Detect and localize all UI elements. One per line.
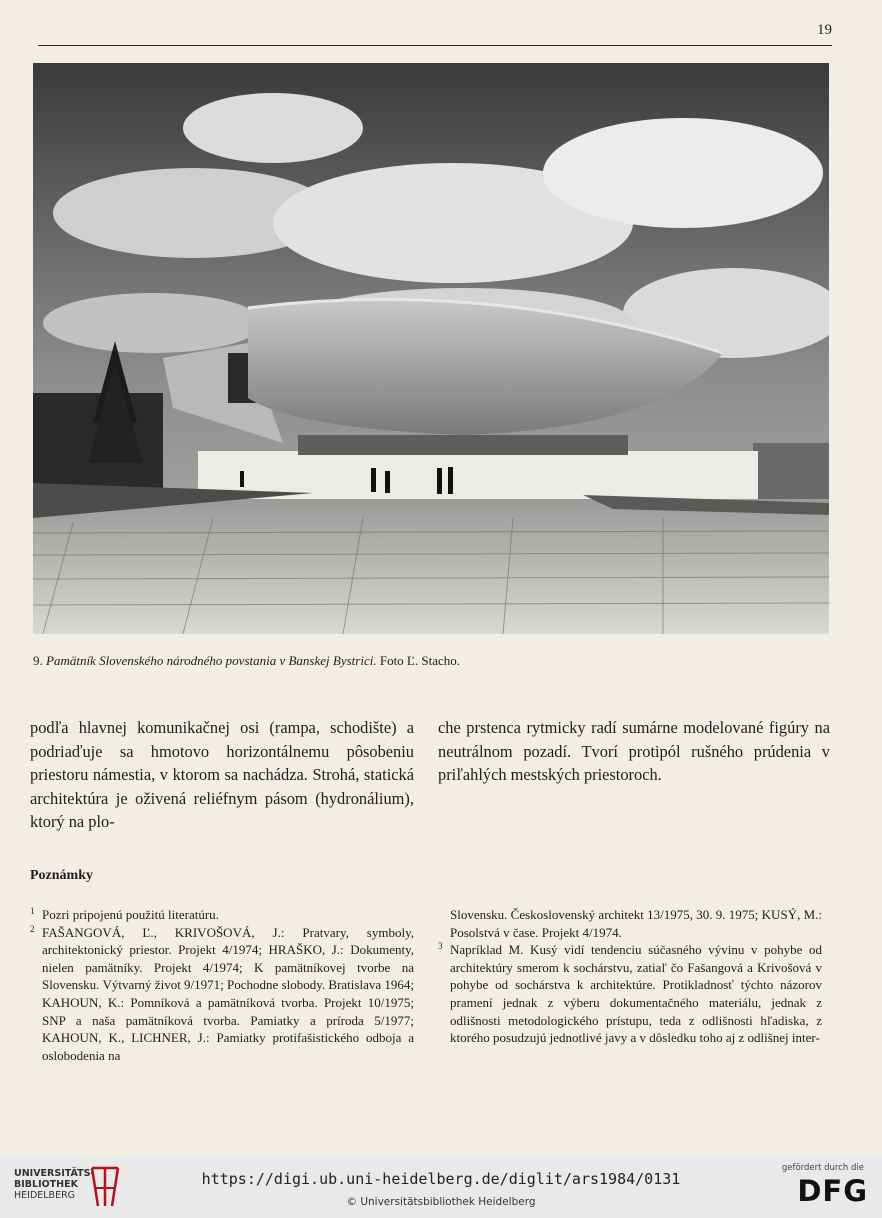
digitization-footer xyxy=(0,1156,882,1218)
caption-credit: Foto Ľ. Stacho. xyxy=(379,653,461,668)
note-number: 2 xyxy=(30,923,35,934)
body-column-right xyxy=(438,716,830,787)
caption-title: Pamätník Slovenského národného povstania v Banskej Bystrici. xyxy=(46,653,377,668)
caption-number: 9. xyxy=(33,653,43,668)
note-text: FAŠANGOVÁ, Ľ., KRIVOŠOVÁ, J.: Pratvary, symboly, architektonický priestor. Projekt 4/1974; HRAŠKO, J.: Dokumenty, nielen pamätníky. Projekt 4/1974; K pamätníkovej tvorbe na Slovensku. Výtvarný život 9/1971; Pochodne slobody. Bratislava 1964; KAHOUN, K.: Pomníková a pamätníková tvorba. Projekt 10/1975; SNP a naša pamätníková tvorba. Pamiatky a príroda 5/1977; KAHOUN, K., LICHNER, J.: Pamiatky protifašistického odboja a oslobodenia na xyxy=(42,924,414,1063)
note-text: Slovensku. Československý architekt 13/1975, 30. 9. 1975; KUSÝ, M.: Posolstvá v čase. Projekt 4/1974. xyxy=(450,907,822,940)
library-name-line-3: HEIDELBERG xyxy=(14,1190,76,1201)
notes-column-left xyxy=(30,906,414,1064)
note-2-continued xyxy=(438,906,822,941)
funding-label: gefördert durch die xyxy=(781,1163,864,1173)
photo-image xyxy=(33,63,829,634)
page-number: 19 xyxy=(817,22,832,38)
note-number: 3 xyxy=(438,941,443,952)
body-text-right: che prstenca rytmicky radí sumárne modelované figúry na neutrálnom pozadí. Tvorí protipól rušného prúdenia v priľahlých mestských priestoroch. xyxy=(438,718,830,784)
note-text: Napríklad M. Kusý vidí tendenciu súčasného vývinu v pohybe od architektúry smerom k sochárstvu, zatiaľ čo Fašangová a Krivošová v pohybe od sochárstva k architektúre. Protikladnosť týchto názorov pramení jednak z výberu dokumentačného materiálu, jednak z odlišnosti metodologického prístupu, teda z odlišnosti hľadiska, z ktorého posudzujú jednotlivé javy a v dôsledku toho aj z odlišnej inter- xyxy=(450,942,822,1046)
memorial-photo xyxy=(33,63,829,634)
note-number: 1 xyxy=(30,906,35,916)
dfg-logo[interactable]: DFG xyxy=(797,1174,868,1208)
notes-heading: Poznámky xyxy=(30,868,93,883)
library-name-line-2: BIBLIOTHEK xyxy=(14,1179,78,1190)
note-3 xyxy=(438,941,822,1047)
figure-caption xyxy=(33,653,829,669)
note-2 xyxy=(30,924,414,1065)
note-text: Pozri pripojenú použitú literatúru. xyxy=(42,907,219,922)
copyright-notice: © Universitätsbibliothek Heidelberg xyxy=(346,1196,536,1208)
body-text-left: podľa hlavnej komunikačnej osi (rampa, schodište) a podriaďuje sa hmotovo horizontálnemu pôsobeniu priestoru námestia, v ktorom sa nachádza. Strohá, statická architektúra je oživená reliéfnym pásom (hydronálium), ktorý na plo- xyxy=(30,718,414,831)
body-column-left xyxy=(30,716,414,834)
permalink-url[interactable]: https://digi.ub.uni-heidelberg.de/diglit/ars1984/0131 xyxy=(201,1170,681,1188)
notes-column-right xyxy=(438,906,822,1047)
note-1 xyxy=(30,906,414,924)
page-header-rule xyxy=(38,45,832,46)
library-name-line-1: UNIVERSITÄTS- xyxy=(14,1168,95,1179)
